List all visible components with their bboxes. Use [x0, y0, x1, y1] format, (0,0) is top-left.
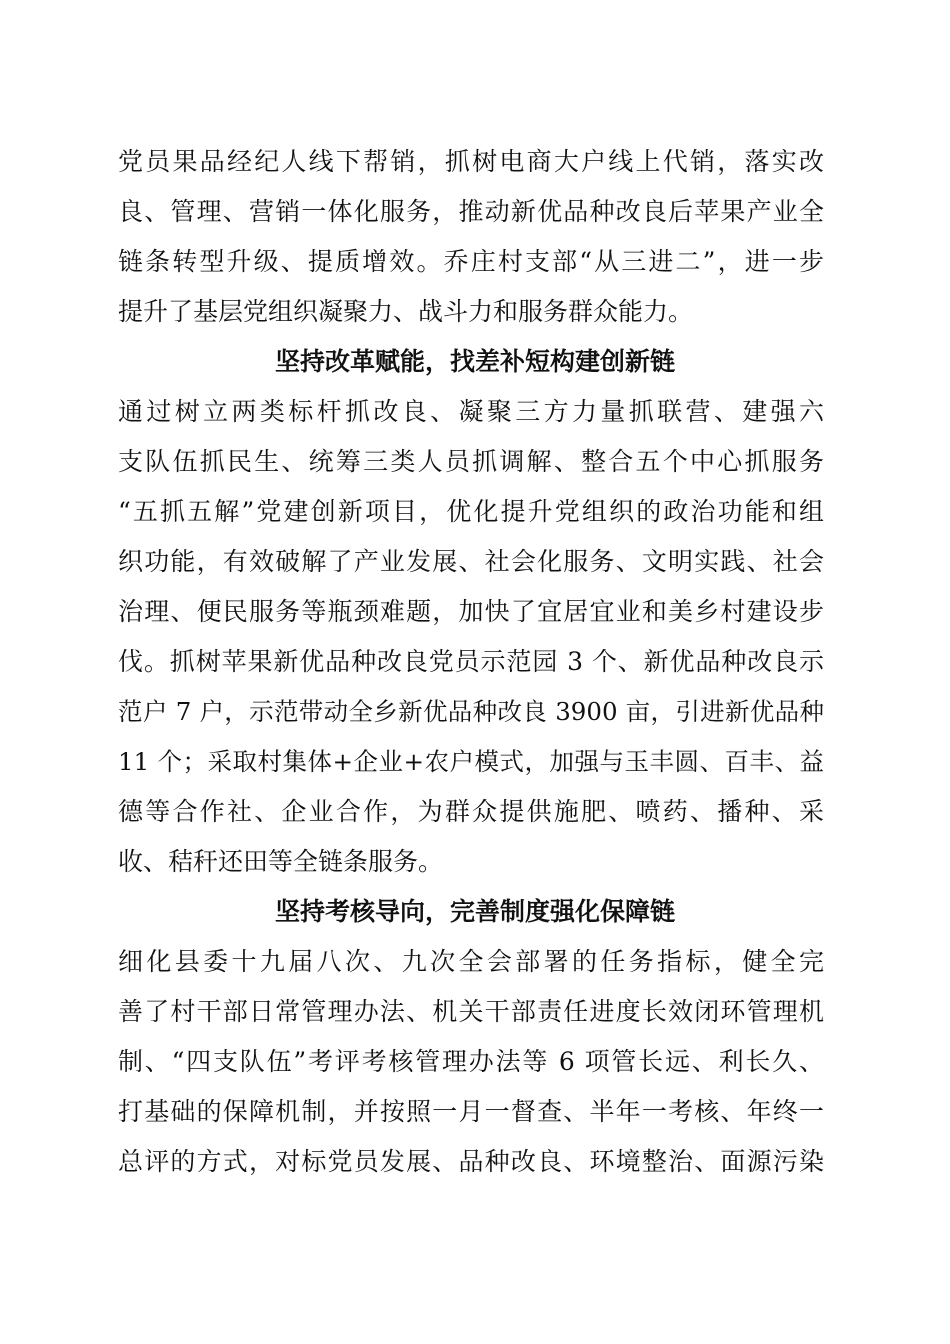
paragraph-line: 伐。抓树苹果新优品种改良党员示范园 3 个、新优品种改良示	[118, 647, 824, 676]
paragraph-line: 细化县委十九届八次、九次全会部署的任务指标，健全完	[118, 947, 824, 976]
paragraph-line: 织功能，有效破解了产业发展、社会化服务、文明实践、社会	[118, 547, 824, 576]
paragraph-line: 打基础的保障机制，并按照一月一督查、半年一考核、年终一	[118, 1097, 824, 1126]
paragraph-line: 党员果品经纪人线下帮销，抓树电商大户线上代销，落实改	[118, 147, 824, 176]
paragraph-line: 德等合作社、企业合作，为群众提供施肥、喷药、播种、采	[118, 797, 824, 826]
paragraph-line: 良、管理、营销一体化服务，推动新优品种改良后苹果产业全	[118, 197, 824, 226]
section-heading-innovation: 坚持改革赋能，找差补短构建创新链	[274, 347, 675, 376]
paragraph-line: “五抓五解”党建创新项目，优化提升党组织的政治功能和组	[118, 497, 824, 526]
paragraph-line: 链条转型升级、提质增效。乔庄村支部“从三进二”，进一步	[118, 247, 824, 276]
paragraph-line: 善了村干部日常管理办法、机关干部责任进度长效闭环管理机	[118, 997, 824, 1026]
paragraph-line: 总评的方式，对标党员发展、品种改良、环境整治、面源污染	[118, 1147, 824, 1176]
paragraph-line: 11 个；采取村集体+企业+农户模式，加强与玉丰圆、百丰、益	[118, 747, 824, 776]
paragraph-line: 范户 7 户，示范带动全乡新优品种改良 3900 亩，引进新优品种	[118, 697, 824, 726]
paragraph-line: 治理、便民服务等瓶颈难题，加快了宜居宜业和美乡村建设步	[118, 597, 824, 626]
paragraph-line: 收、秸秆还田等全链条服务。	[118, 847, 444, 876]
section-heading-assessment: 坚持考核导向，完善制度强化保障链	[274, 897, 675, 926]
paragraph-line: 制、“四支队伍”考评考核管理办法等 6 项管长远、利长久、	[118, 1047, 824, 1076]
paragraph-line: 提升了基层党组织凝聚力、战斗力和服务群众能力。	[118, 297, 694, 326]
paragraph-line: 支队伍抓民生、统筹三类人员抓调解、整合五个中心抓服务	[118, 447, 824, 476]
paragraph-line: 通过树立两类标杆抓改良、凝聚三方力量抓联营、建强六	[118, 397, 824, 426]
